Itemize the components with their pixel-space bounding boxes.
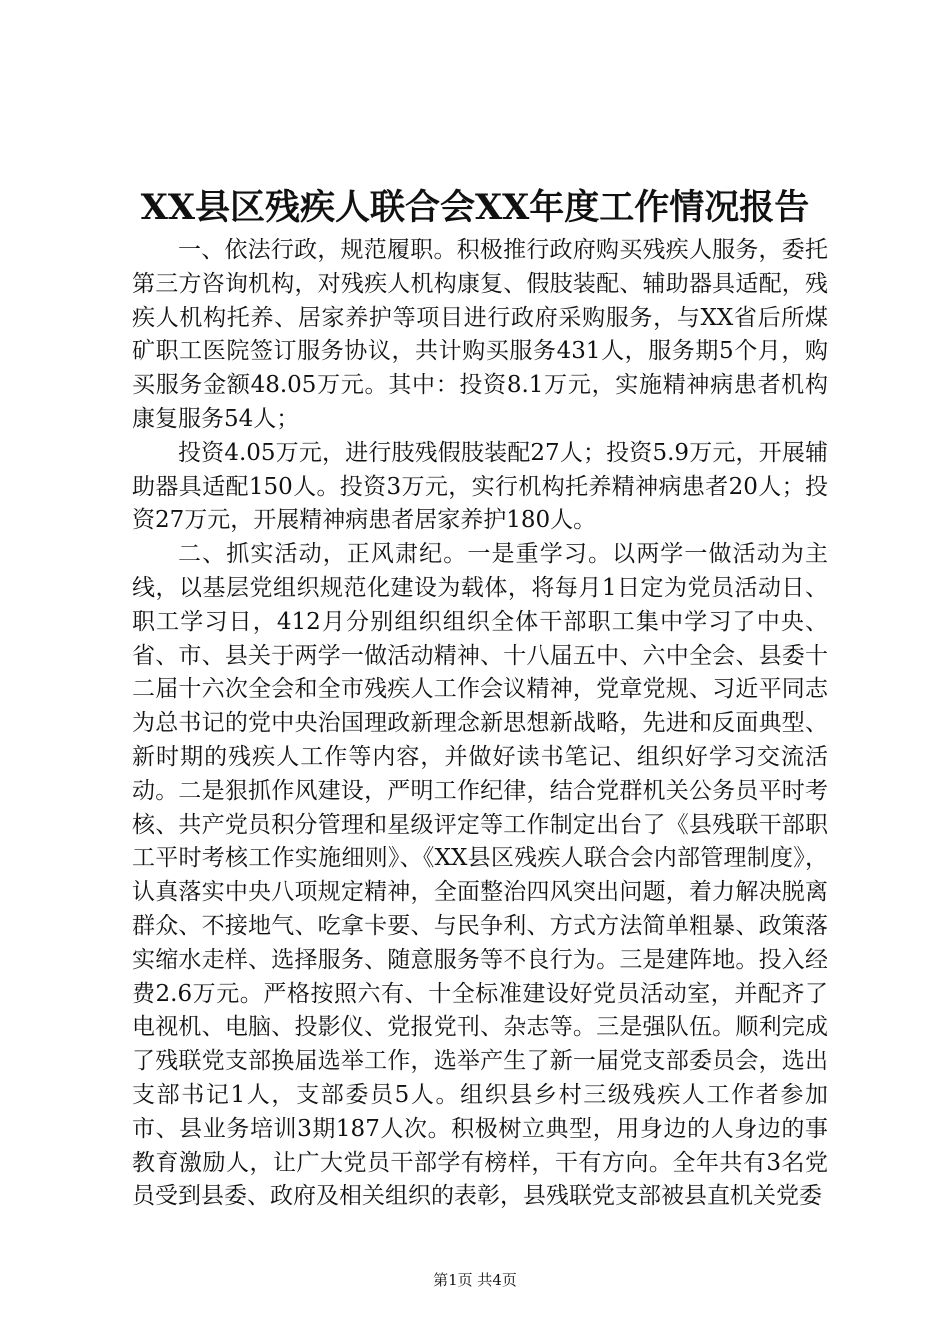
paragraph-2: 投资4.05万元，进行肢残假肢装配27人；投资5.9万元，开展辅助器具适配150人。投资3万元，实行机构托养精神病患者20人；投资27万元，开展精神病患者居家养护180人。: [132, 439, 828, 534]
document-title: XX县区残疾人联合会XX年度工作情况报告: [140, 187, 810, 228]
paragraph-3: 二、抓实活动，正风肃纪。一是重学习。以两学一做活动为主线，以基层党组织规范化建设为载体，将每月1日定为党员活动日、职工学习日，412月分别组织组织全体干部职工集中学习了中央、省、市、县关于两学一做活动精神、十八届五中、六中全会、县委十二届十六次全会和全市残疾人工作会议精神，党章党规、习近平同志为总书记的党中央治国理政新理念新思想新战略，先进和反面典型、新时期的残疾人工作等内容，并做好读书笔记、组织好学习交流活动。二是狠抓作风建设，严明工作纪律，结合党群机关公务员平时考核、共产党员积分管理和星级评定等工作制定出台了《县残联干部职工平时考核工作实施细则》、《XX县区残疾人联合会内部管理制度》，认真落实中央八项规定精神，全面整治四风突出问题，着力解决脱离群众、不接地气、吃拿卡要、与民争利、方式方法简单粗暴、政策落实缩水走样、选择服务、随意服务等不良行为。三是建阵地。投入经费2.6万元。严格按照六有、十全标准建设好党员活动室，并配齐了电视机、电脑、投影仪、党报党刊、杂志等。三是强队伍。顺利完成了残联党支部换届选举工作，选举产生了新一届党支部委员会，选出支部书记1人，支部委员5人。组织县乡村三级残疾人工作者参加市、县业务培训3期187人次。积极树立典型，用身边的人身边的事教育激励人，让广大党员干部学有榜样，干有方向。全年共有3名党员受到县委、政府及相关组织的表彰，县残联党支部被县直机关党委: [132, 541, 828, 1210]
page-footer: 第1页 共4页: [433, 1271, 517, 1289]
paragraph-1: 一、依法行政，规范履职。积极推行政府购买残疾人服务，委托第三方咨询机构，对残疾人机构康复、假肢装配、辅助器具适配，残疾人机构托养、居家养护等项目进行政府采购服务，与XX省后所煤矿职工医院签订服务协议，共计购买服务431人，服务期5个月，购买服务金额48.05万元。其中：投资8.1万元，实施精神病患者机构康复服务54人；: [132, 237, 828, 432]
document-body: [132, 234, 828, 1214]
